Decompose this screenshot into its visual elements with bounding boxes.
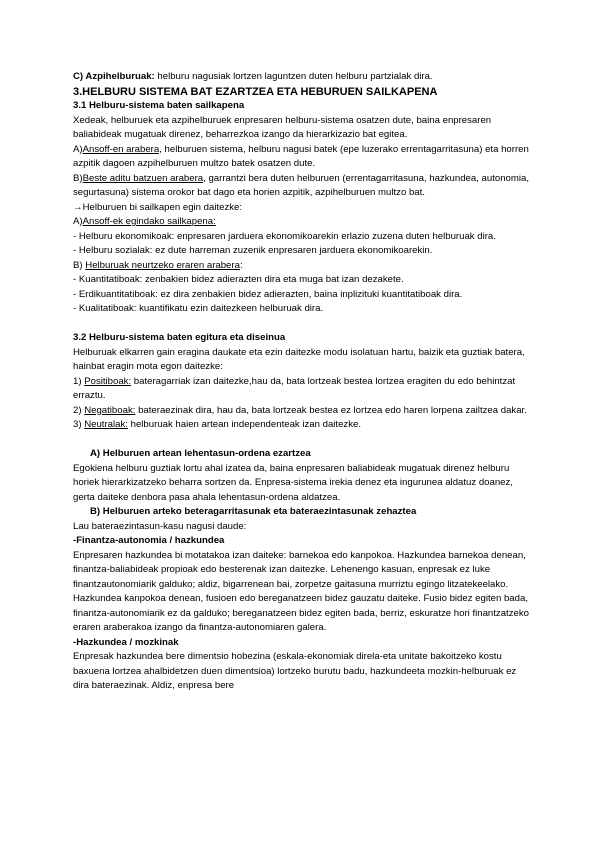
- heading-h-32: [73, 331, 533, 346]
- heading-h-31: [73, 99, 533, 114]
- paragraph-p-6: [73, 230, 533, 245]
- heading-h-haz: [73, 636, 533, 651]
- heading-h-a: [73, 447, 533, 462]
- text-run: Enpresak hazkundea bere dimentsio hobezina (eskala-ekonomiak direla-eta unitate bakoitzeko kostu baxuena lortzea ahalbidetzen duen dimentsioa) lortzeko burutu badu, hazkundeeta mozkin-helburuak ez dira bateraezinak. Aldiz, enpresa bere: [73, 651, 517, 691]
- underlined-term: Neutralak:: [84, 419, 128, 430]
- paragraph-p-2: [73, 143, 533, 172]
- text-run: - Helburu ekonomikoak: enpresaren jarduera ekonomikoarekin erlazio zuzena duten helburuak dira.: [73, 230, 496, 242]
- underlined-term: Helburuak neurtzeko eraren arabera: [85, 259, 240, 271]
- text-run: - Helburu sozialak: ez dute harreman zuzenik enpresaren jarduera ekonomikoarekin.: [73, 245, 433, 256]
- text-run: bateraezinak dira, hau da, bata lortzeak bestea ez lortzea edo haren lorpena zailtzea dakar.: [135, 404, 527, 416]
- text-run: helburuak haien artean independenteak izan daitezke.: [127, 419, 362, 430]
- text-run: A): [73, 143, 83, 155]
- underlined-term: Ansoff-en arabera,: [82, 143, 162, 155]
- heading-h-b: [73, 505, 533, 520]
- paragraph-p-18: [73, 549, 533, 636]
- text-run: 3.1 Helburu-sistema baten sailkapena: [73, 100, 245, 111]
- text-run: -Finantza-autonomia / hazkundea: [73, 535, 225, 546]
- underlined-term: Beste aditu batzuen arabera: [82, 172, 204, 184]
- text-run: helburuen sistema, helburu nagusi batek (epe luzerako errentagarritasuna) eta horren azpitik dagoen azpihelburuen multzo batek osatzen dute.: [73, 143, 529, 169]
- paragraph-p-7: [73, 244, 533, 259]
- paragraph-p-14: [73, 404, 533, 419]
- text-run: 3): [73, 419, 85, 430]
- text-run: B): [73, 259, 86, 271]
- underlined-term: Positiboak:: [84, 375, 132, 387]
- paragraph-p-4: [73, 201, 533, 216]
- paragraph-p-1: [73, 114, 533, 143]
- text-run: 1): [73, 375, 85, 387]
- text-run: Lau bateraezintasun-kasu nagusi daude:: [73, 520, 247, 532]
- document-page: [73, 70, 533, 694]
- paragraph-p-19: [73, 650, 533, 694]
- paragraph-p-16: [73, 462, 533, 506]
- paragraph-p-c: [73, 70, 533, 85]
- bold-label: C) Azpihelburuak:: [73, 71, 155, 82]
- spacer: [73, 433, 533, 448]
- text-run: Egokiena helburu guztiak lortu ahal izatea da, baina enpresaren baliabideak mugatuak direnez helburu horiek hierarkizatzeko beharra sortzen da. Enpresa-sistema irekia denez eta ingurunea aldatuz doanez, gerta daiteke denbora pasa ahala lehentasun-ordena aldatzea.: [73, 462, 513, 503]
- paragraph-p-9: [73, 273, 533, 288]
- underlined-term: Negatiboak:: [84, 404, 136, 416]
- spacer: [73, 317, 533, 332]
- text-run: B) Helburuen arteko beteragarritasunak eta bateraezintasunak zehaztea: [90, 506, 417, 517]
- text-run: , garrantzi bera duten helburuen (errentagarritasuna, hazkundea, autonomia, segurtasuna) sistema orokor bat dago eta horien azpitik, azpihelburuen multzo bat.: [73, 172, 530, 198]
- paragraph-p-5: [73, 215, 533, 230]
- text-run: - Kuantitatiboak: zenbakien bidez adierazten dira eta muga bat izan dezakete.: [73, 274, 404, 285]
- text-run: Helburuak elkarren gain eragina daukate eta ezin daitezke modu isolatuan hartu, baizik eta guztiak batera, hainbat eragin mota egon daitezke:: [73, 346, 525, 372]
- text-run: A): [73, 216, 83, 227]
- paragraph-p-12: [73, 346, 533, 375]
- paragraph-p-17: [73, 520, 533, 535]
- paragraph-p-13: [73, 375, 533, 404]
- text-run: - Kualitatiboak: kuantifikatu ezin daitezkeen helburuak dira.: [73, 303, 324, 314]
- text-run: bateragarriak izan daitezke,hau da, bata lortzeak bestea lortzea eragiten du edo behintzat erraztu.: [73, 375, 516, 401]
- text-run: A) Helburuen artean lehentasun-ordena ezartzea: [90, 448, 311, 459]
- paragraph-p-11: [73, 302, 533, 317]
- text-run: Enpresaren hazkundea bi motatakoa izan daiteke: barnekoa edo kanpokoa. Hazkundea barnekoa denean, finantza-baliabideak propioak edo besterenak izan daitezke. Lehenengo kasuan, enpresak ez luke finantzautonomiarik galduko; aldiz, bigarrenean bai, zorpetze gaitasuna murriztu egingo litzatekeelako. Hazkundea kanpokoa denean, fusioen edo bereganatzeen bidez gauzatu daiteke. Fusio bidez egiten bada, finantza-autonomiarik ez da galduko; bereganatzeen bidez egiten bada, berriz, eskuratze hori finantzatzeko eraren araberakoa izango da finantza-autonomiaren galera.: [73, 549, 529, 633]
- text-run: helburu nagusiak lortzen laguntzen duten helburu partzialak dira.: [154, 71, 433, 82]
- text-run: :: [239, 259, 243, 271]
- heading-h-3: [73, 85, 533, 100]
- text-run: 3.2 Helburu-sistema baten egitura eta diseinua: [73, 332, 286, 343]
- paragraph-p-15: [73, 418, 533, 433]
- paragraph-p-10: [73, 288, 533, 303]
- heading-h-fin: [73, 534, 533, 549]
- text-run: 2): [73, 404, 85, 416]
- text-run: →Helburuen bi sailkapen egin daitezke:: [73, 201, 243, 213]
- text-run: B): [73, 172, 83, 184]
- paragraph-p-3: [73, 172, 533, 201]
- paragraph-p-8: [73, 259, 533, 274]
- text-run: 3.HELBURU SISTEMA BAT EZARTZEA ETA HEBURUEN SAILKAPENA: [73, 85, 438, 98]
- text-run: -Hazkundea / mozkinak: [73, 636, 179, 648]
- underlined-term: Ansoff-ek egindako sailkapena:: [82, 216, 216, 227]
- text-run: Xedeak, helburuek eta azpihelburuek enpresaren helburu-sistema osatzen dute, baina enpresaren baliabideak mugatuak direnez, beharrezkoa izango da hierarkizazio bat egitea.: [73, 114, 492, 140]
- text-run: - Erdikuantitatiboak: ez dira zenbakien bidez adierazten, baina inplizituki kuantitatiboak dira.: [73, 288, 463, 300]
